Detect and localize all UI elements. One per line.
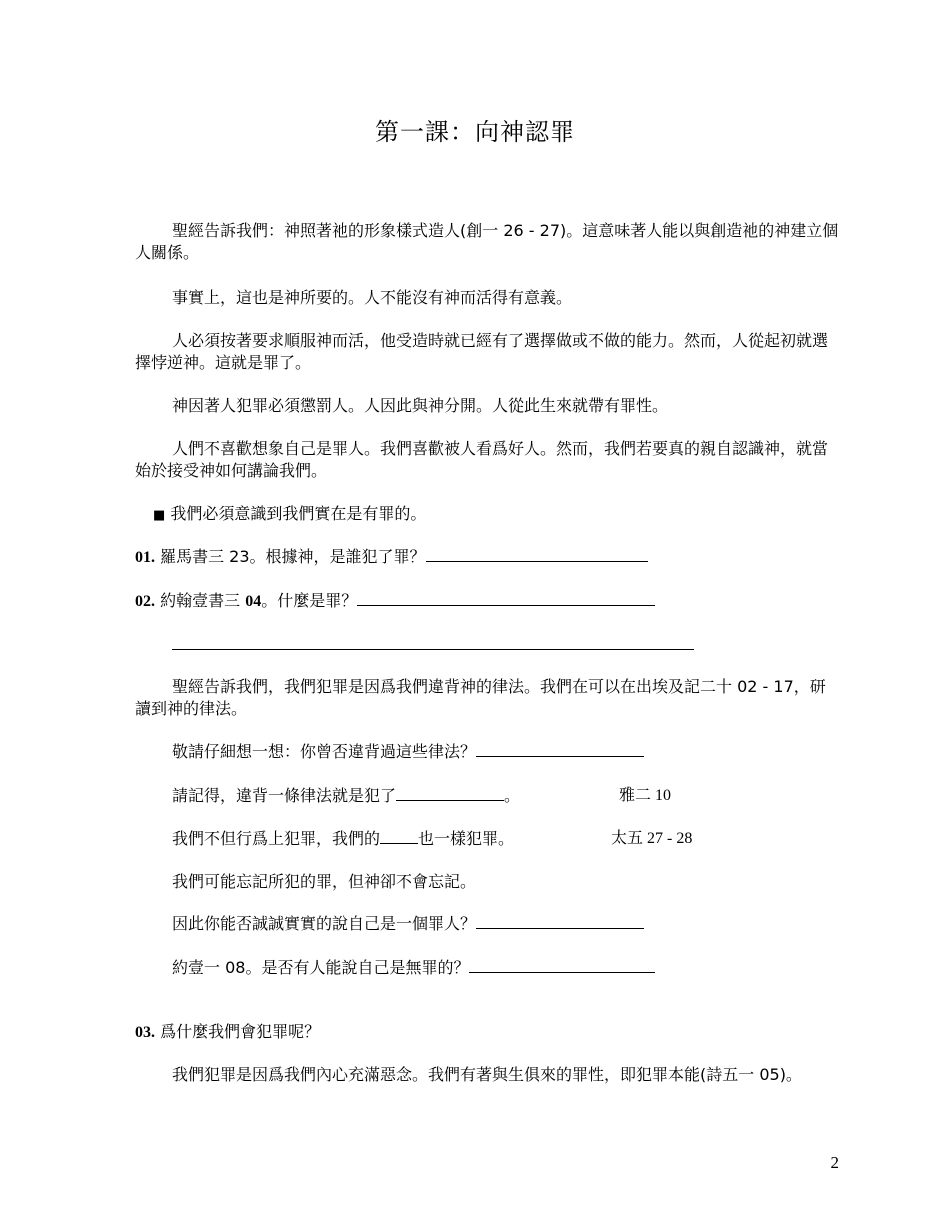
reflection-2-period: 。 [504,786,521,805]
answer-blank-5[interactable] [380,828,418,844]
intro-paragraph-3: 人必須按著要求順服神而活，他受造時就已經有了選擇做或不做的能力。然而，人從起初就選擇悖逆神。這就是罪了。 [135,331,829,372]
reflection-line-4: 我們可能忘記所犯的罪，但神卻不會忘記。 [172,872,477,891]
question-2 [135,590,840,613]
question-2-ref: 約翰壹書三 [160,591,246,610]
question-3-text: 爲什麼我們會犯罪呢？ [160,1022,321,1041]
question-2-text: 。什麼是罪？ [261,591,358,610]
answer-blank-6[interactable] [476,913,644,929]
key-point [153,503,426,527]
reflection-5-text: 因此你能否誠誠實實的說自己是一個罪人？ [172,914,477,933]
question-2-ref-number: 04 [245,593,262,610]
reference-james: 雅二 10 [619,787,672,804]
key-point-text: 我們必須意識到我們實在是有罪的。 [170,504,427,523]
law-paragraph: 聖經告訴我們，我們犯罪是因爲我們違背神的律法。我們在可以在出埃及記二十 02 - 17，研讀到神的律法。 [135,677,826,718]
reflection-6-text: 約壹一 08。是否有人能說自己是無罪的？ [172,958,470,977]
answer-blank-4[interactable] [396,785,504,801]
answer-blank-2b[interactable] [172,634,694,650]
intro-paragraph-5: 人們不喜歡想象自己是罪人。我們喜歡被人看爲好人。然而，我們若要真的親自認識神，就當始於接受神如何講論我們。 [135,439,829,480]
reflection-line-6 [172,957,655,979]
answer-blank-2[interactable] [357,590,655,606]
answer-blank-7[interactable] [469,957,655,973]
page-number: 2 [830,1153,839,1172]
question-1 [135,546,840,569]
question-3 [135,1021,840,1044]
question-1-number: 01. [135,549,155,566]
lesson-title: 第一課：向神認罪 [375,118,575,146]
reflection-3-text-a: 我們不但行爲上犯罪，我們的 [172,829,381,848]
reflection-1-text: 敬請仔細想一想：你曾否違背過這些律法？ [172,742,477,761]
reference-matthew: 太五 27 - 28 [611,830,693,847]
answer-blank-1[interactable] [426,546,648,562]
bullet-square-icon: ■ [153,508,166,523]
reflection-line-1 [172,741,644,763]
question-1-text: 。根據神，是誰犯了罪？ [249,547,426,566]
question-1-ref: 羅馬書三 23 [160,547,250,566]
reflection-line-5 [172,913,644,935]
intro-paragraph-4: 神因著人犯罪必須懲罰人。人因此與神分開。人從此生來就帶有罪性。 [172,396,669,415]
reflection-line-3 [172,828,514,850]
intro-paragraph-2: 事實上，這也是神所要的。人不能沒有神而活得有意義。 [172,288,573,307]
question-2-number: 02. [135,593,155,610]
final-paragraph: 我們犯罪是因爲我們內心充滿惡念。我們有著與生俱來的罪性，即犯罪本能(詩五一 05)。 [172,1065,802,1084]
reflection-3-text-b: 也一樣犯罪。 [418,829,515,848]
intro-paragraph-1: 聖經告訴我們：神照著祂的形象樣式造人(創一 26 - 27)。這意味著人能以與創造祂的神建立個人關係。 [135,221,839,262]
answer-blank-3[interactable] [476,741,644,757]
question-3-number: 03. [135,1024,155,1041]
reflection-line-2 [172,785,520,807]
reflection-2-text: 請記得，違背一條律法就是犯了 [172,786,397,805]
